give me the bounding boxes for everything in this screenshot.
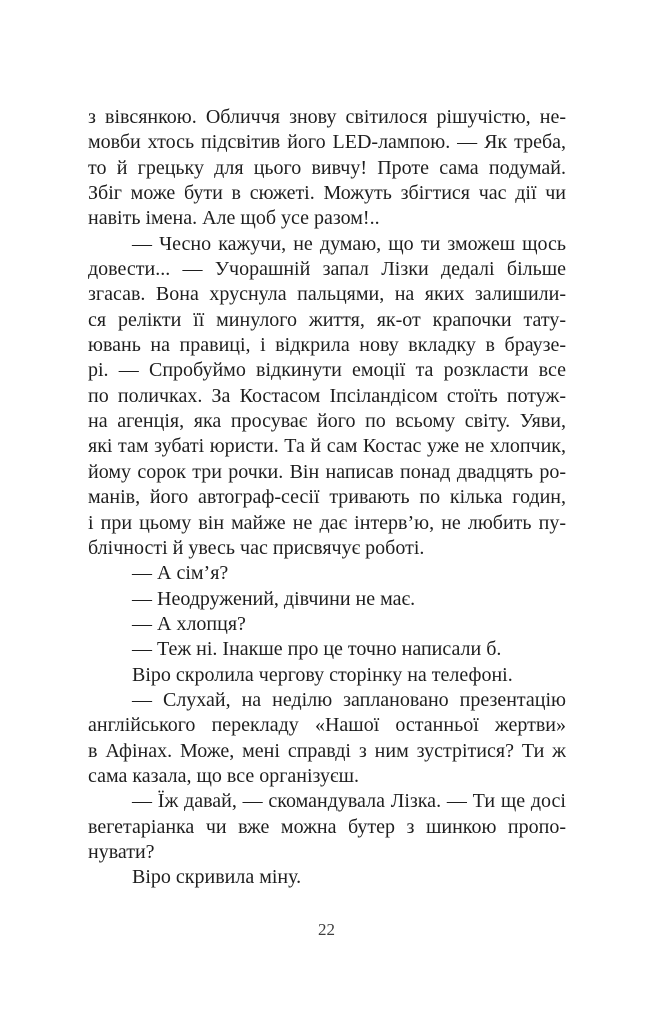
paragraph bbox=[88, 688, 566, 789]
text-line: манів, його автограф-сесії тривають по кілька годин, bbox=[88, 486, 566, 509]
text-line: які там зубаті юристи. Та й сам Костас уже не хлопчик, bbox=[88, 435, 566, 458]
text-line: блічності й увесь час присвячує роботі. bbox=[88, 536, 425, 559]
paragraph bbox=[88, 637, 566, 662]
paragraph bbox=[88, 561, 566, 586]
text-line: з вівсянкою. Обличчя знову світилося рішучістю, не- bbox=[88, 106, 566, 128]
text-line: і при цьому він майже не дає інтерв’ю, не любить пу- bbox=[88, 511, 566, 534]
text-line: по поличках. За Костасом Іпсіландісом стоїть потуж- bbox=[88, 384, 566, 407]
text-line: в Афінах. Може, мені справді з ним зустрітися? Ти ж bbox=[88, 739, 566, 762]
text-line: навіть імена. Але щоб усе разом!.. bbox=[88, 207, 380, 230]
text-line: згасав. Вона хруснула пальцями, на яких залишили- bbox=[88, 283, 566, 306]
text-line: — А хлопця? bbox=[132, 612, 246, 635]
text-line: — Теж ні. Інакше про це точно написали б. bbox=[132, 638, 502, 661]
text-line: сама казала, що все організуєш. bbox=[88, 764, 360, 787]
text-line: вегетаріанка чи вже можна бутер з шинкою пропо- bbox=[88, 815, 566, 838]
text-line: — Неодружений, дівчини не має. bbox=[132, 587, 416, 610]
text-line: мовби хтось підсвітив його LED-лампою. — Як треба, bbox=[88, 131, 566, 154]
text-block bbox=[88, 105, 566, 891]
paragraph bbox=[88, 232, 566, 561]
text-line: Збіг може бути в сюжеті. Можуть збігтися час дії чи bbox=[88, 182, 566, 205]
paragraph bbox=[88, 663, 566, 688]
text-line: — Слухай, на неділю заплановано презентацію bbox=[132, 688, 566, 711]
text-line: Віро скривила міну. bbox=[132, 866, 302, 889]
paragraph bbox=[88, 105, 566, 232]
text-line: довести... — Учорашній запал Лізки дедалі більше bbox=[88, 258, 566, 281]
text-line: — А сім’я? bbox=[132, 562, 229, 585]
text-line: Віро скролила чергову сторінку на телефоні. bbox=[132, 663, 513, 686]
text-line: ся релікти її минулого життя, як-от крапочки тату- bbox=[88, 308, 566, 331]
text-line: англійського перекладу «Нашої останньої жертви» bbox=[88, 714, 566, 737]
text-line: — Чесно кажучи, не думаю, що ти зможеш щось bbox=[132, 232, 566, 255]
paragraph bbox=[88, 865, 566, 890]
text-line: нувати? bbox=[88, 840, 155, 863]
paragraph bbox=[88, 587, 566, 612]
paragraph bbox=[88, 612, 566, 637]
text-line: то й грецьку для цього вивчу! Проте сама подумай. bbox=[88, 156, 566, 179]
text-line: ювань на правиці, і відкрила нову вкладку в браузе- bbox=[88, 334, 566, 357]
text-line: рі. — Спробуймо відкинути емоції та розкласти все bbox=[88, 359, 566, 382]
text-line: — Їж давай, — скомандувала Лізка. — Ти ще досі bbox=[132, 790, 566, 813]
paragraph bbox=[88, 789, 566, 865]
text-line: на агенція, яка просуває його по всьому світу. Уяви, bbox=[88, 410, 566, 433]
page-footer bbox=[0, 920, 653, 940]
text-line: йому сорок три рочки. Він написав понад двадцять ро- bbox=[88, 460, 566, 483]
page-number: 22 bbox=[318, 920, 335, 939]
